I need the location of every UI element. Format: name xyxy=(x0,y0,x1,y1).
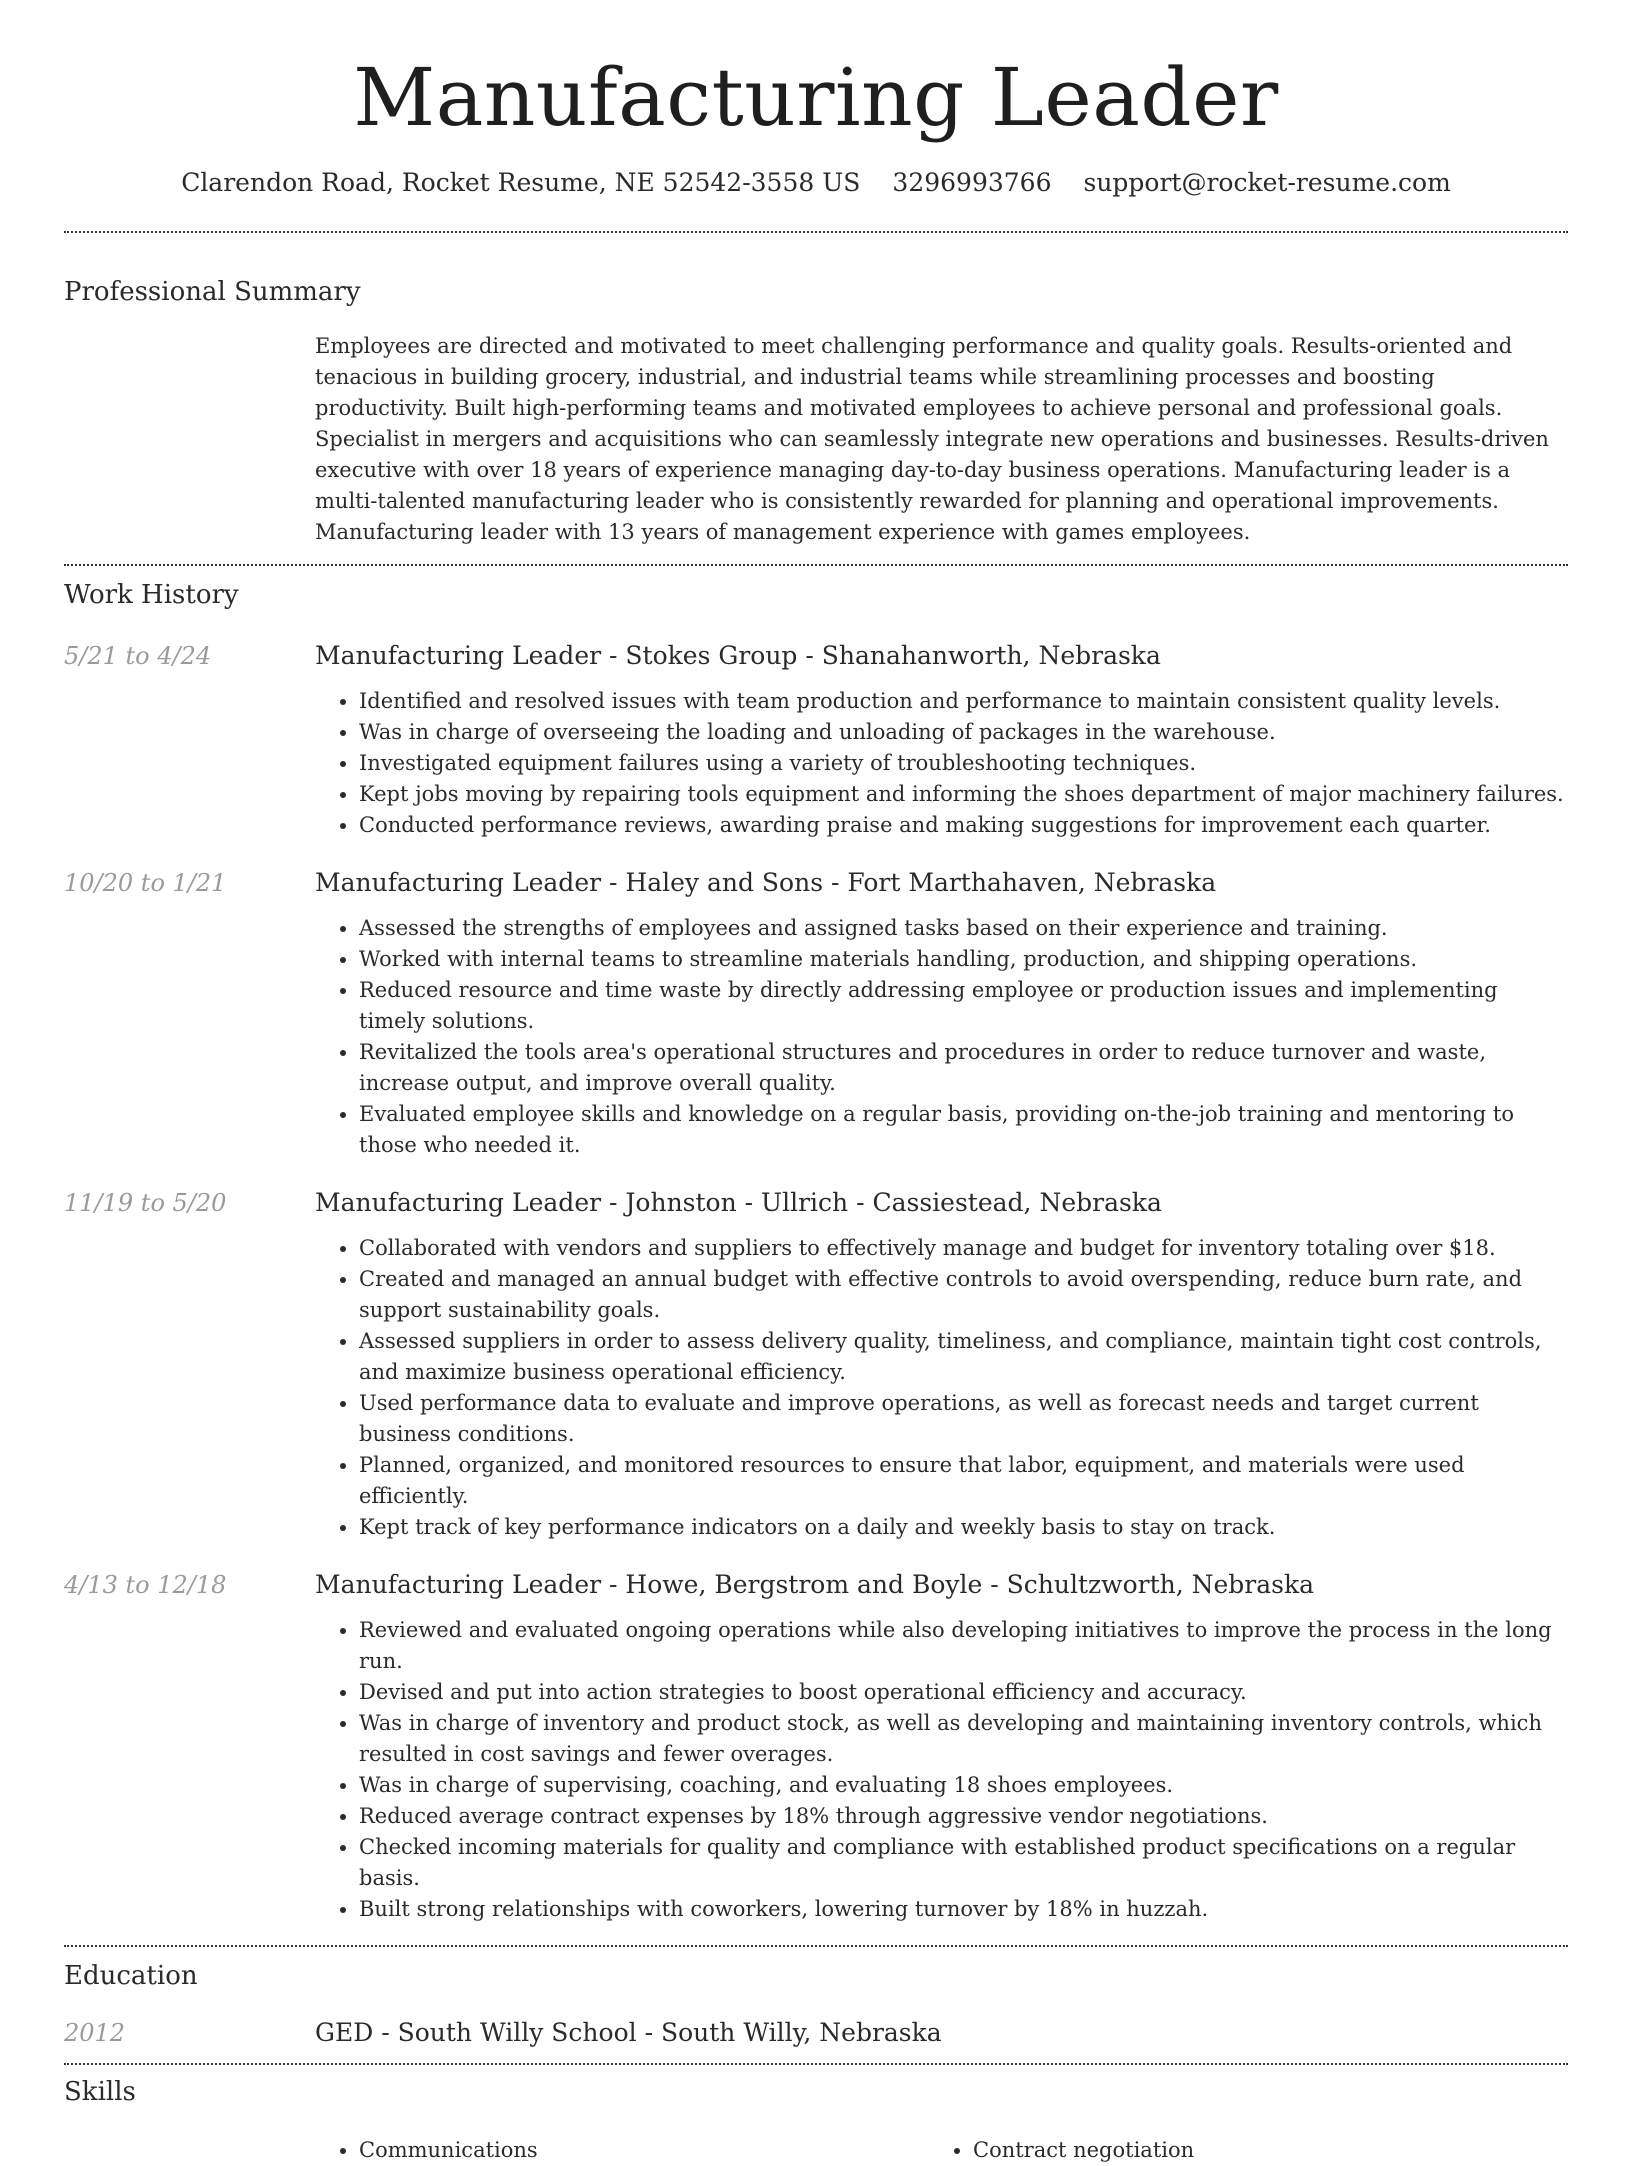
job-bullets xyxy=(315,1615,1568,1925)
contact-email: support@rocket-resume.com xyxy=(1083,168,1451,197)
job-bullet: • Identified and resolved issues with team production and performance to maintain consistent quality levels. xyxy=(359,686,1568,717)
job-entry xyxy=(64,640,1568,841)
summary-text: Employees are directed and motivated to meet challenging performance and quality goals. Results-oriented and tenacious in building grocery, industrial, and industrial teams while streamlining processes and boosting productivity. Built high-performing teams and motivated employees to achieve personal and professional goals. Specialist in mergers and acquisitions who can seamlessly integrate new operations and businesses. Results-driven executive with over 18 years of experience managing day-to-day business operations. Manufacturing leader is a multi-talented manufacturing leader who is consistently rewarded for planning and operational improvements. Manufacturing leader with 13 years of management experience with games employees. xyxy=(315,334,1549,544)
job-heading: Manufacturing Leader - Johnston - Ullrich - Cassiestead, Nebraska xyxy=(315,1188,1162,1217)
resume-name: Manufacturing Leader xyxy=(353,51,1279,144)
skills-columns xyxy=(315,2135,1568,2166)
divider xyxy=(64,1945,1568,1947)
skills-heading: Skills xyxy=(64,2077,136,2107)
job-heading: Manufacturing Leader - Stokes Group - Shanahanworth, Nebraska xyxy=(315,641,1161,670)
job-date: 4/13 to 12/18 xyxy=(64,1571,227,1599)
job-bullet: • Conducted performance reviews, awarding praise and making suggestions for improvement each quarter. xyxy=(359,810,1568,841)
job-bullet: • Checked incoming materials for quality and compliance with established product specifications on a regular basis. xyxy=(359,1832,1568,1894)
job-bullet: • Assessed the strengths of employees and assigned tasks based on their experience and training. xyxy=(359,913,1568,944)
job-bullets xyxy=(315,913,1568,1161)
skill-item: • Contract negotiation xyxy=(973,2135,1543,2166)
job-entry xyxy=(64,867,1568,1161)
contact-line xyxy=(64,168,1568,197)
education-heading-text: GED - South Willy School - South Willy, Nebraska xyxy=(315,2018,942,2047)
divider xyxy=(64,564,1568,566)
job-entry xyxy=(64,1187,1568,1543)
job-bullet: • Was in charge of supervising, coaching, and evaluating 18 shoes employees. xyxy=(359,1770,1568,1801)
job-heading: Manufacturing Leader - Haley and Sons - Fort Marthahaven, Nebraska xyxy=(315,868,1217,897)
skills-list-left xyxy=(315,2135,929,2166)
job-heading: Manufacturing Leader - Howe, Bergstrom and Boyle - Schultzworth, Nebraska xyxy=(315,1570,1315,1599)
job-bullet: • Revitalized the tools area's operational structures and procedures in order to reduce turnover and waste, increase output, and improve overall quality. xyxy=(359,1037,1568,1099)
education-date: 2012 xyxy=(64,2019,126,2047)
divider xyxy=(64,2063,1568,2065)
work-history-list xyxy=(64,640,1568,1925)
job-bullet: • Built strong relationships with coworkers, lowering turnover by 18% in huzzah. xyxy=(359,1894,1568,1925)
job-bullets xyxy=(315,1233,1568,1543)
summary-heading: Professional Summary xyxy=(64,277,361,307)
education-heading: Education xyxy=(64,1961,198,1991)
job-bullet: • Devised and put into action strategies to boost operational efficiency and accuracy. xyxy=(359,1677,1568,1708)
contact-phone: 3296993766 xyxy=(892,168,1052,197)
skill-item: • Communications xyxy=(359,2135,929,2166)
job-bullet: • Kept track of key performance indicators on a daily and weekly basis to stay on track. xyxy=(359,1512,1568,1543)
job-bullet: • Collaborated with vendors and suppliers to effectively manage and budget for inventory totaling over $18. xyxy=(359,1233,1568,1264)
job-bullets xyxy=(315,686,1568,841)
job-bullet: • Reduced resource and time waste by directly addressing employee or production issues and implementing timely solutions. xyxy=(359,975,1568,1037)
divider xyxy=(64,231,1568,233)
job-bullet: • Used performance data to evaluate and improve operations, as well as forecast needs and target current business conditions. xyxy=(359,1388,1568,1450)
job-date: 5/21 to 4/24 xyxy=(64,642,212,670)
job-bullet: • Reviewed and evaluated ongoing operations while also developing initiatives to improve the process in the long run. xyxy=(359,1615,1568,1677)
job-bullet: • Created and managed an annual budget with effective controls to avoid overspending, reduce burn rate, and support sustainability goals. xyxy=(359,1264,1568,1326)
education-entry xyxy=(64,2017,1568,2049)
job-bullet: • Worked with internal teams to streamline materials handling, production, and shipping operations. xyxy=(359,944,1568,975)
job-bullet: • Assessed suppliers in order to assess delivery quality, timeliness, and compliance, maintain tight cost controls, and maximize business operational efficiency. xyxy=(359,1326,1568,1388)
job-bullet: • Kept jobs moving by repairing tools equipment and informing the shoes department of major machinery failures. xyxy=(359,779,1568,810)
contact-address: Clarendon Road, Rocket Resume, NE 52542-3558 US xyxy=(181,168,861,197)
job-bullet: • Planned, organized, and monitored resources to ensure that labor, equipment, and materials were used efficiently. xyxy=(359,1450,1568,1512)
job-bullet: • Was in charge of overseeing the loading and unloading of packages in the warehouse. xyxy=(359,717,1568,748)
work-history-heading: Work History xyxy=(64,580,239,610)
job-bullet: • Was in charge of inventory and product stock, as well as developing and maintaining inventory controls, which resulted in cost savings and fewer overages. xyxy=(359,1708,1568,1770)
job-date: 10/20 to 1/21 xyxy=(64,869,227,897)
job-bullet: • Investigated equipment failures using a variety of troubleshooting techniques. xyxy=(359,748,1568,779)
job-date: 11/19 to 5/20 xyxy=(64,1189,227,1217)
job-bullet: • Reduced average contract expenses by 18% through aggressive vendor negotiations. xyxy=(359,1801,1568,1832)
job-bullet: • Evaluated employee skills and knowledge on a regular basis, providing on-the-job training and mentoring to those who needed it. xyxy=(359,1099,1568,1161)
job-entry xyxy=(64,1569,1568,1925)
skills-list-right xyxy=(929,2135,1543,2166)
